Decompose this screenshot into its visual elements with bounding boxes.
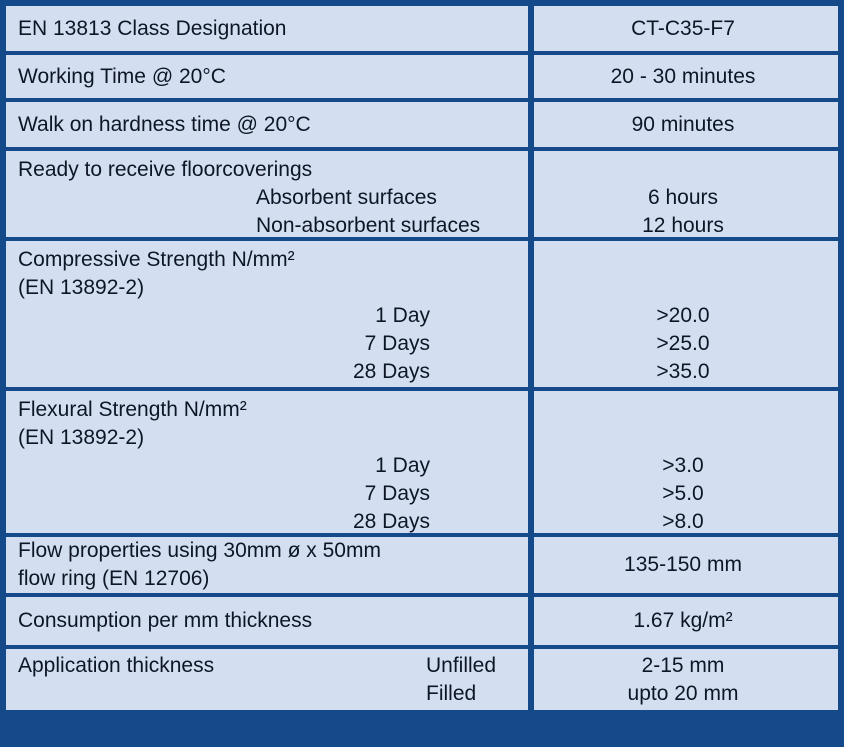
row-sublabels (6, 302, 528, 386)
table-row (6, 597, 838, 649)
table-row (6, 537, 838, 597)
row-sublabels (6, 184, 528, 240)
row-label: Compressive Strength N/mm² (18, 248, 295, 271)
row-sublabel: Filled (426, 681, 477, 705)
row-sublabel: Absorbent surfaces (256, 186, 437, 209)
row-value: >5.0 (662, 482, 704, 505)
row-label-group (6, 246, 528, 302)
row-sublabel: 7 Days (364, 482, 430, 505)
row-value-cell (534, 55, 832, 98)
row-label: Working Time @ 20°C (18, 64, 226, 88)
table-row (6, 55, 838, 102)
table-row (6, 241, 838, 391)
row-value-cell (534, 6, 832, 51)
row-sublabel: Non-absorbent surfaces (256, 214, 481, 237)
row-label: Walk on hardness time @ 20°C (18, 112, 311, 136)
row-value-cell (534, 649, 832, 710)
row-value: 6 hours (647, 186, 719, 209)
table-row (6, 151, 838, 241)
row-sublabel: 7 Days (364, 332, 430, 355)
row-value: 90 minutes (631, 112, 735, 136)
row-value: CT-C35-F7 (631, 16, 735, 40)
table-row (6, 649, 838, 710)
row-label: Flow properties using 30mm ø x 50mm (18, 539, 381, 562)
row-value-cell (534, 597, 832, 645)
row-value: >35.0 (656, 360, 710, 383)
row-label-line2: flow ring (EN 12706) (18, 567, 210, 590)
row-sublabel: 1 Day (375, 304, 430, 327)
row-label: Ready to receive floorcoverings (18, 158, 313, 181)
row-label-cell (6, 151, 534, 241)
row-label-standard: (EN 13892-2) (18, 426, 145, 449)
row-label: Flexural Strength N/mm² (18, 398, 247, 421)
row-label-cell (6, 55, 534, 98)
row-value-cell (534, 151, 832, 241)
row-label: Consumption per mm thickness (18, 609, 313, 632)
row-value-cell (534, 102, 832, 147)
table-row (6, 102, 838, 151)
row-label-cell (6, 102, 534, 147)
row-value-cell (534, 537, 832, 593)
row-label-standard: (EN 13892-2) (18, 276, 145, 299)
row-value: >3.0 (662, 454, 704, 477)
row-label-cell (6, 649, 534, 710)
row-value: 20 - 30 minutes (610, 64, 756, 88)
row-value: 1.67 kg/m² (633, 609, 733, 632)
row-sublabel: Unfilled (426, 653, 497, 677)
row-value: >25.0 (656, 332, 710, 355)
row-value: 2-15 mm (641, 653, 725, 677)
row-label-cell (6, 6, 534, 51)
row-value-cell (534, 391, 832, 537)
row-value: 12 hours (642, 214, 724, 237)
row-label-group (6, 396, 528, 452)
row-value: >8.0 (662, 510, 704, 533)
row-value: >20.0 (656, 304, 710, 327)
row-label-cell (6, 537, 534, 593)
row-sublabels (6, 452, 528, 536)
row-label: EN 13813 Class Designation (18, 16, 287, 40)
table-row (6, 6, 838, 55)
row-label-cell (6, 391, 534, 537)
row-value-cell (534, 241, 832, 391)
row-value: upto 20 mm (627, 681, 739, 705)
row-sublabel: 1 Day (375, 454, 430, 477)
row-label-cell (6, 597, 534, 645)
row-sublabel: 28 Days (352, 360, 430, 383)
row-sublabel: 28 Days (352, 510, 430, 533)
row-label: Application thickness (18, 653, 215, 677)
table-row (6, 391, 838, 537)
row-label-line (6, 652, 528, 680)
row-value: 135-150 mm (624, 553, 742, 576)
row-label-cell (6, 241, 534, 391)
